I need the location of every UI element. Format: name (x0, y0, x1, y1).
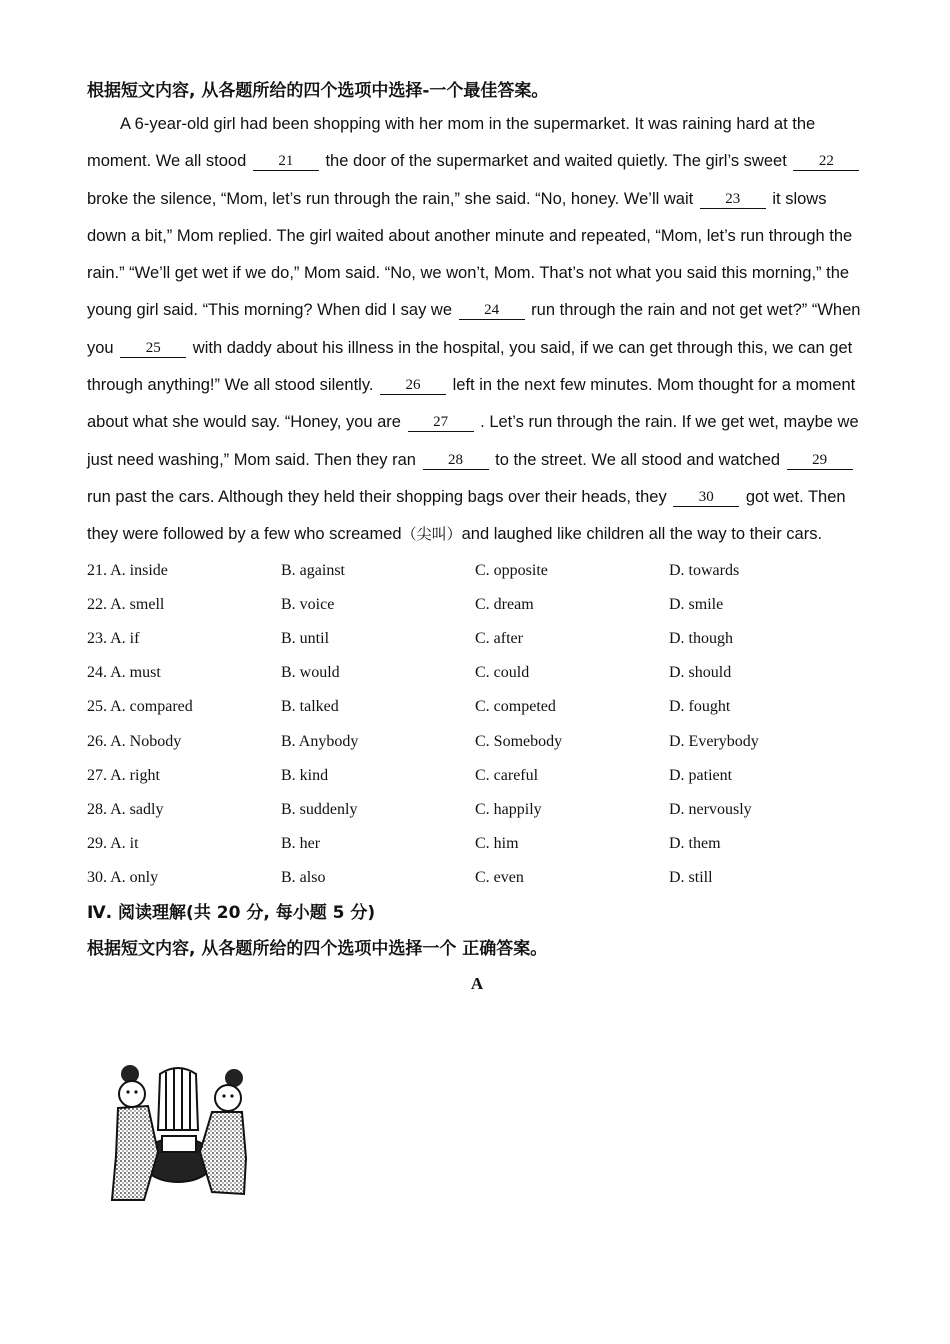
blank-24: 24 (459, 301, 525, 320)
passage-text: run past the cars. Although they held their shopping bags over their heads, they (87, 487, 672, 506)
option-d: D. still (669, 869, 713, 887)
option-b: B. also (281, 869, 326, 887)
illustration-two-children-with-drum (108, 1060, 250, 1202)
question-row-26 (87, 725, 867, 759)
question-row-22 (87, 588, 867, 622)
blank-23: 23 (700, 190, 766, 209)
document-page (87, 76, 867, 1001)
option-b: B. voice (281, 595, 335, 613)
option-d: D. towards (669, 561, 740, 579)
passage-text: broke the silence, “Mom, let’s run through the rain,” she said. “No, honey. We’ll wait (87, 189, 698, 208)
option-c: C. after (475, 629, 523, 647)
question-row-29 (87, 827, 867, 861)
option-a: 29. A. it (87, 835, 139, 853)
passage-text: A 6-year-old girl had been shopping with her mom in the supermarket. It was raining hard at the moment. We all stood (87, 115, 816, 171)
option-a: 21. A. inside (87, 561, 168, 579)
option-a: 25. A. compared (87, 698, 193, 716)
option-d: D. nervously (669, 800, 752, 818)
passage-text: and laughed like children all the way to their cars. (461, 525, 823, 544)
reading-instruction: 根据短文内容, 从各题所给的四个选项中选择一个 正确答案。 (87, 939, 548, 960)
blank-25: 25 (120, 339, 186, 358)
blank-22: 22 (793, 152, 859, 171)
passage-text: with daddy about his illness in the hospital, you said, if we can get through this, we can get through anything!” We all stood silently. (87, 338, 853, 395)
option-c: C. could (475, 664, 530, 682)
blank-30: 30 (673, 488, 739, 507)
blank-27: 27 (408, 413, 474, 432)
option-a: 28. A. sadly (87, 800, 164, 818)
option-d: D. patient (669, 766, 733, 784)
question-row-28 (87, 793, 867, 827)
passage-text: run through the rain and not get wet?” “When you (87, 301, 861, 357)
option-c: C. opposite (475, 561, 548, 579)
option-c: C. him (475, 835, 519, 853)
question-row-30 (87, 861, 867, 895)
option-b: B. against (281, 561, 345, 579)
option-b: B. her (281, 835, 321, 853)
option-c: C. Somebody (475, 732, 563, 750)
passage-text: the door of the supermarket and waited quietly. The girl’s sweet (320, 152, 792, 171)
option-c: C. careful (475, 766, 539, 784)
option-d: D. smile (669, 595, 724, 613)
option-b: B. talked (281, 698, 339, 716)
blank-26: 26 (380, 376, 446, 395)
option-c: C. competed (475, 698, 556, 716)
question-row-27 (87, 759, 867, 793)
question-row-21 (87, 554, 867, 588)
blank-21: 21 (253, 152, 319, 171)
option-d: D. them (669, 835, 721, 853)
passage-text: it slows down a bit,” Mom replied. The girl waited about another minute and repeated, “Mom, let’s run through the rain.” “We’ll get wet if we do,” Mom said. “No, we won’t, Mom. That’s not what you said this morning,” the young girl said. “This morning? When did I say we (87, 189, 853, 320)
option-c: C. happily (475, 800, 542, 818)
blank-28: 28 (423, 451, 489, 470)
passage-text: left in the next few minutes. Mom thought for a moment about what she would say. “Honey, you are (87, 376, 856, 432)
question-row-25 (87, 690, 867, 724)
option-a: 30. A. only (87, 869, 159, 887)
option-b: B. until (281, 629, 330, 647)
passage-text: to the street. We all stood and watched (490, 450, 785, 469)
question-row-23 (87, 622, 867, 656)
option-a: 22. A. smell (87, 595, 165, 613)
section-title: Ⅳ. 阅读理解(共 20 分, 每小题 5 分) (87, 903, 376, 924)
passage-label: A (470, 974, 484, 994)
passage-text: . Let’s run through the rain. If we get wet, maybe we just need washing,” Mom said. Then they ran (87, 413, 859, 469)
option-a: 23. A. if (87, 629, 140, 647)
blank-29: 29 (787, 451, 853, 470)
answer-options (87, 554, 867, 896)
passage-text: got wet. Then they were followed by a few who screamed (87, 487, 846, 544)
option-b: B. would (281, 664, 340, 682)
option-b: B. suddenly (281, 800, 358, 818)
option-d: D. though (669, 629, 733, 647)
option-a: 24. A. must (87, 664, 161, 682)
question-row-24 (87, 656, 867, 690)
cloze-passage (87, 106, 867, 554)
option-b: B. kind (281, 766, 329, 784)
option-d: D. should (669, 664, 732, 682)
option-a: 27. A. right (87, 766, 160, 784)
option-a: 26. A. Nobody (87, 732, 182, 750)
cloze-instruction: 根据短文内容, 从各题所给的四个选项中选择-一个最佳答案。 (87, 81, 549, 101)
option-c: C. even (475, 869, 524, 887)
option-d: D. Everybody (669, 732, 759, 750)
chinese-note: （尖叫） (401, 525, 462, 544)
option-b: B. Anybody (281, 732, 359, 750)
option-d: D. fought (669, 698, 731, 716)
option-c: C. dream (475, 595, 534, 613)
